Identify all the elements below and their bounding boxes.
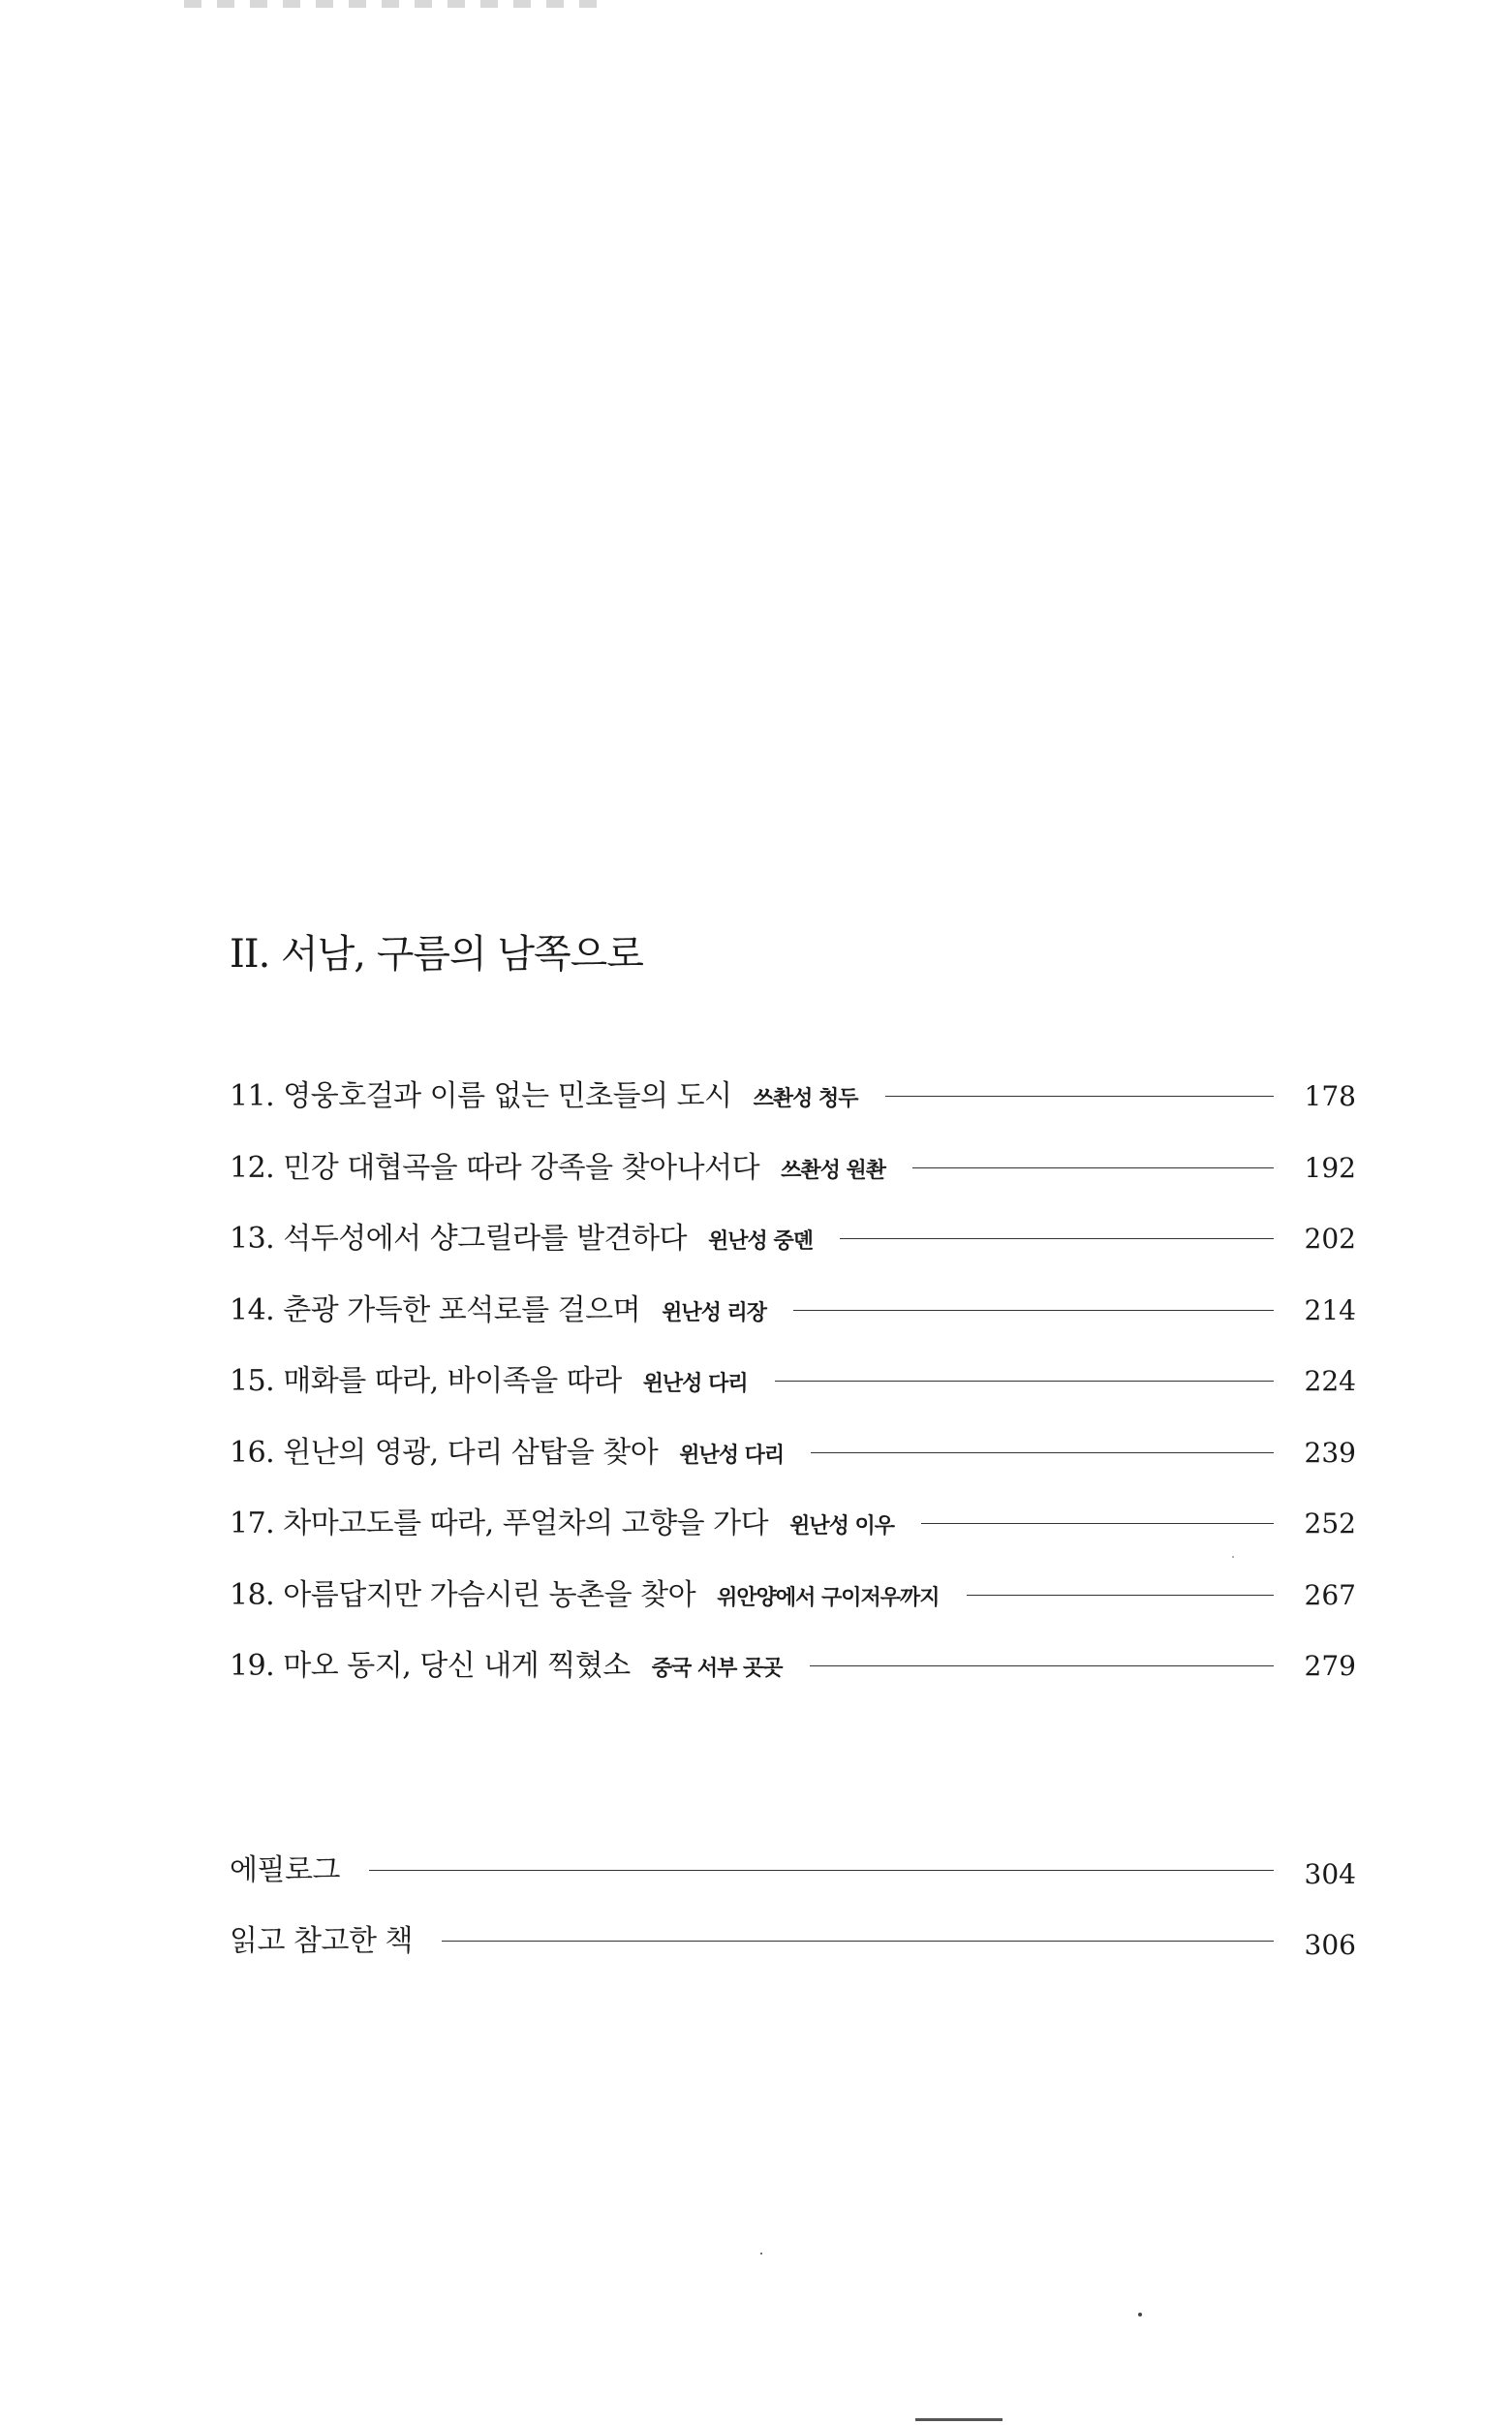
leader-line: [967, 1595, 1274, 1596]
leader-line: [912, 1167, 1274, 1168]
page-number: 304: [1304, 1858, 1356, 1890]
entry-title: 에필로그: [230, 1853, 340, 1887]
entry-title: 읽고 참고한 책: [230, 1924, 413, 1958]
scan-speck: [1232, 1556, 1234, 1558]
leader-line: [811, 1452, 1273, 1453]
chapter-title: 17. 차마고도를 따라, 푸얼차의 고향을 가다: [230, 1507, 769, 1540]
chapter-location: 윈난성 다리: [642, 1372, 748, 1396]
page-number: 214: [1304, 1293, 1356, 1326]
toc-entry[interactable]: [230, 1570, 1356, 1642]
toc-entry[interactable]: [230, 1286, 1356, 1357]
chapter-title: 14. 춘광 가득한 포석로를 걸으며: [230, 1292, 641, 1327]
leader-line: [775, 1381, 1274, 1382]
leader-line: [921, 1523, 1274, 1524]
page-number: 306: [1304, 1929, 1356, 1961]
chapter-title: 12. 민강 대협곡을 따라 강족을 찾아나서다: [230, 1150, 760, 1185]
chapter-location: 윈난성 중뎬: [708, 1229, 813, 1254]
toc-entry[interactable]: [230, 1499, 1356, 1570]
chapter-title: 16. 윈난의 영광, 다리 삼탑을 찾아: [230, 1435, 659, 1470]
scan-speck: [760, 2253, 762, 2254]
chapter-location: 위안양에서 구이저우까지: [717, 1585, 940, 1610]
scan-artifact: [915, 2418, 1003, 2421]
leader-line: [793, 1310, 1274, 1311]
chapter-location: 쓰촨성 청두: [753, 1087, 858, 1111]
chapter-location: 윈난성 다리: [679, 1443, 785, 1468]
chapter-location: 쓰촨성 원촨: [781, 1158, 885, 1183]
leader-line: [810, 1665, 1274, 1666]
leader-line: [442, 1941, 1274, 1942]
section-title: II. 서남, 구름의 남쪽으로: [230, 932, 643, 977]
scan-artifact: [184, 0, 601, 8]
page-number: 239: [1304, 1436, 1356, 1469]
leader-line: [840, 1238, 1274, 1239]
toc-entry[interactable]: [230, 1428, 1356, 1500]
chapter-location: 윈난성 리장: [662, 1300, 767, 1325]
scan-speck: [1138, 2313, 1142, 2316]
toc-entry-epilogue[interactable]: [230, 1846, 1356, 1916]
table-of-contents: [230, 1072, 1356, 1713]
chapter-location: 중국 서부 곳곳: [651, 1657, 783, 1681]
page-number: 279: [1304, 1650, 1356, 1682]
chapter-title: 13. 석두성에서 샹그릴라를 발견하다: [230, 1222, 688, 1256]
backmatter-list: [230, 1846, 1356, 1987]
page-number: 252: [1304, 1508, 1356, 1539]
toc-entry[interactable]: [230, 1072, 1356, 1143]
page-number: 192: [1304, 1151, 1356, 1184]
page-number: 224: [1304, 1365, 1356, 1397]
toc-entry[interactable]: [230, 1214, 1356, 1286]
page-number: 267: [1304, 1578, 1356, 1611]
chapter-title: 11. 영웅호걸과 이름 없는 민초들의 도시: [230, 1079, 732, 1113]
chapter-title: 19. 마오 동지, 당신 내게 찍혔소: [230, 1649, 631, 1683]
toc-entry-references[interactable]: [230, 1916, 1356, 1987]
toc-entry[interactable]: [230, 1356, 1356, 1428]
leader-line: [369, 1870, 1274, 1871]
leader-line: [885, 1096, 1274, 1097]
page-number: 202: [1304, 1223, 1356, 1255]
chapter-title: 15. 매화를 따라, 바이족을 따라: [230, 1364, 622, 1398]
page-number: 178: [1304, 1080, 1356, 1112]
toc-entry[interactable]: [230, 1641, 1356, 1713]
chapter-location: 윈난성 이우: [789, 1514, 895, 1539]
toc-entry[interactable]: [230, 1143, 1356, 1215]
chapter-title: 18. 아름답지만 가슴시린 농촌을 찾아: [230, 1577, 696, 1612]
